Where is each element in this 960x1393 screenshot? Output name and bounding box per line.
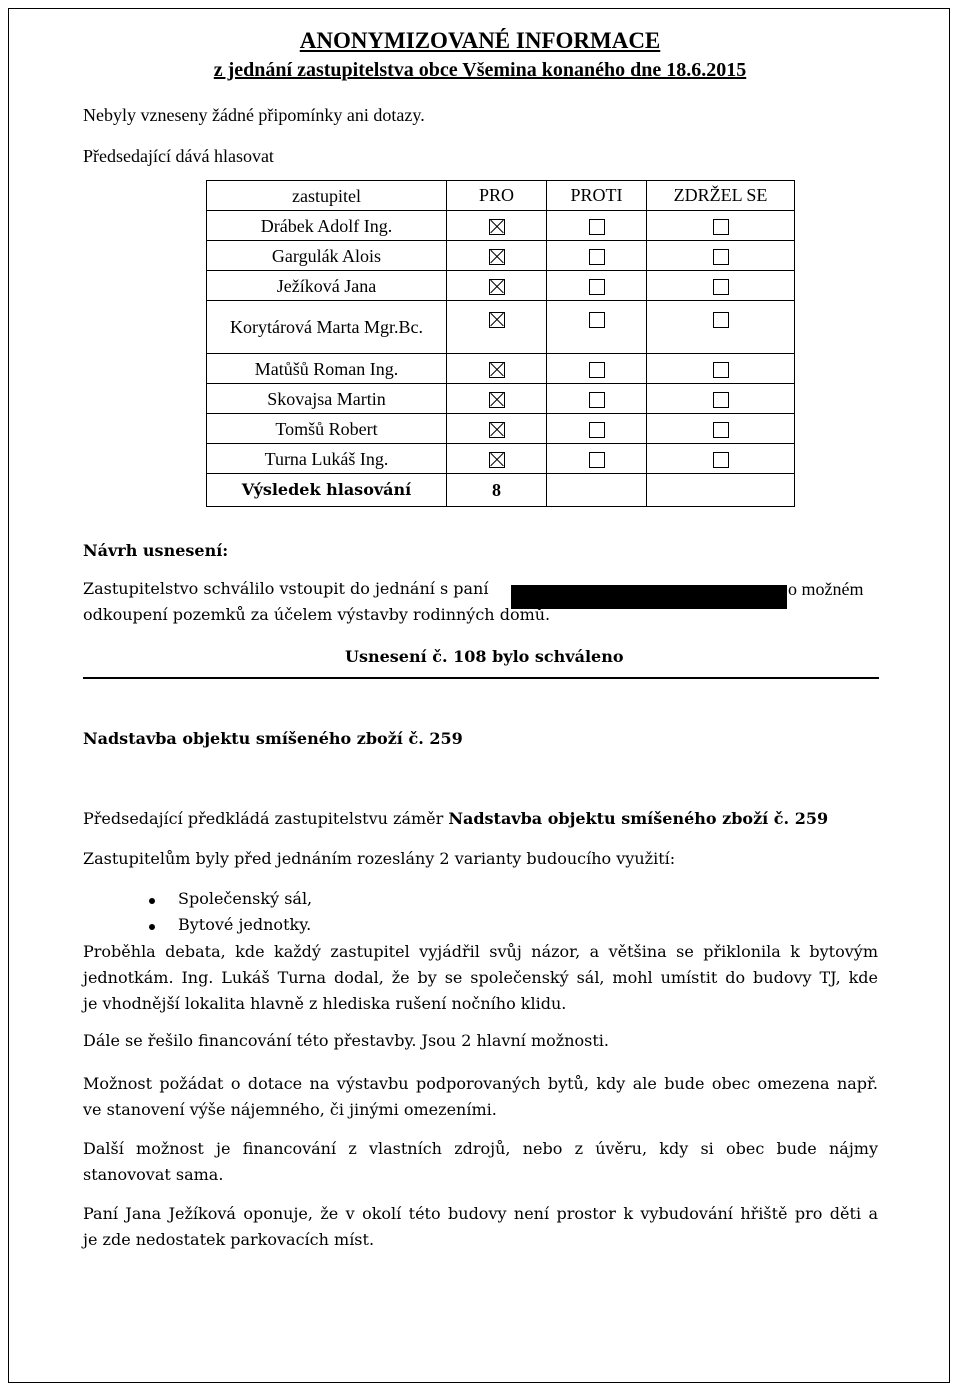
vote-row — [207, 241, 795, 271]
member-name: Tomšů Robert — [207, 414, 447, 444]
subsidy-paragraph: Možnost požádat o dotace na výstavbu podporovaných bytů, kdy ale bude obec omezena např. ve stanovení výše nájemného, či jinými omezeními. — [83, 1074, 878, 1119]
checked-checkbox[interactable] — [489, 392, 505, 408]
resolution-heading: Návrh usnesení: — [83, 541, 229, 560]
bullet-icon — [149, 898, 155, 904]
empty-checkbox[interactable] — [589, 312, 605, 328]
bullet-item: Bytové jednotky. — [178, 915, 312, 934]
empty-checkbox[interactable] — [713, 312, 729, 328]
header-zastupitel: zastupitel — [207, 181, 447, 211]
divider-line — [83, 677, 879, 679]
financing-text: Dále se řešilo financování této přestavby. Jsou 2 hlavní možnosti. — [83, 1031, 609, 1050]
vote-table-header — [207, 181, 795, 211]
empty-checkbox[interactable] — [713, 452, 729, 468]
resolution-result: Usnesení č. 108 bylo schváleno — [345, 647, 624, 666]
header-proti: PROTI — [547, 181, 647, 211]
result-label: Výsledek hlasování — [207, 474, 447, 507]
no-comments-text: Nebyly vzneseny žádné připomínky ani dotazy. — [83, 105, 425, 125]
empty-checkbox[interactable] — [589, 452, 605, 468]
member-name: Ježíková Jana — [207, 271, 447, 301]
member-name: Korytárová Marta Mgr.Bc. — [207, 301, 447, 354]
member-name: Skovajsa Martin — [207, 384, 447, 414]
proposal-title: Nadstavba objektu smíšeného zboží č. 259 — [448, 809, 829, 828]
checked-checkbox[interactable] — [489, 219, 505, 235]
resolution-text-line2: odkoupení pozemků za účelem výstavby rodinných domů. — [83, 605, 551, 624]
debate-paragraph: Proběhla debata, kde každý zastupitel vyjádřil svůj názor, a většina se přiklonila k bytovým jednotkám. Ing. Lukáš Turna dodal, že by se společenský sál, mohl umístit do budovy TJ, kde je vhodnější lokalita hlavně z hlediska rušení nočního klidu. — [83, 942, 878, 1013]
member-name: Gargulák Alois — [207, 241, 447, 271]
checked-checkbox[interactable] — [489, 249, 505, 265]
section-heading: Nadstavba objektu smíšeného zboží č. 259 — [83, 729, 463, 748]
empty-checkbox[interactable] — [713, 249, 729, 265]
document-title: ANONYMIZOVANÉ INFORMACE — [299, 28, 661, 53]
checked-checkbox[interactable] — [489, 422, 505, 438]
proposal-text — [83, 809, 828, 828]
vote-result-row — [207, 474, 795, 507]
proposal-prefix: Předsedající předkládá zastupitelstvu záměr — [83, 809, 449, 828]
resolution-text-part1: Zastupitelstvo schválilo vstoupit do jednání s paní — [83, 579, 489, 598]
vote-row — [207, 301, 795, 354]
loan-paragraph: Další možnost je financování z vlastních zdrojů, nebo z úvěru, kdy si obec bude nájmy stanovovat sama. — [83, 1139, 878, 1184]
empty-checkbox[interactable] — [589, 392, 605, 408]
empty-checkbox[interactable] — [589, 219, 605, 235]
checked-checkbox[interactable] — [489, 452, 505, 468]
result-value: 8 — [447, 474, 547, 507]
objection-paragraph: Paní Jana Ježíková oponuje, že v okolí této budovy není prostor k vybudování hřiště pro děti a je zde nedostatek parkovacích míst. — [83, 1204, 878, 1249]
document-page — [8, 8, 950, 1383]
checked-checkbox[interactable] — [489, 362, 505, 378]
vote-row — [207, 444, 795, 474]
variants-intro: Zastupitelům byly před jednáním rozeslány 2 varianty budoucího využití: — [83, 849, 676, 868]
checked-checkbox[interactable] — [489, 279, 505, 295]
vote-row — [207, 384, 795, 414]
empty-checkbox[interactable] — [589, 279, 605, 295]
bullet-icon — [149, 924, 155, 930]
member-name: Matůšů Roman Ing. — [207, 354, 447, 384]
bullet-item: Společenský sál, — [178, 889, 313, 908]
empty-checkbox[interactable] — [589, 249, 605, 265]
vote-row — [207, 354, 795, 384]
empty-checkbox[interactable] — [589, 422, 605, 438]
empty-checkbox[interactable] — [713, 422, 729, 438]
document-subtitle: z jednání zastupitelstva obce Všemina konaného dne 18.6.2015 — [213, 59, 747, 81]
vote-row — [207, 414, 795, 444]
empty-checkbox[interactable] — [713, 219, 729, 235]
empty-checkbox[interactable] — [589, 362, 605, 378]
vote-row — [207, 211, 795, 241]
header-zdrzel: ZDRŽEL SE — [647, 181, 795, 211]
checked-checkbox[interactable] — [489, 312, 505, 328]
resolution-text-part2: , o možném — [779, 579, 864, 599]
empty-checkbox[interactable] — [713, 362, 729, 378]
header-pro: PRO — [447, 181, 547, 211]
empty-checkbox[interactable] — [713, 392, 729, 408]
member-name: Turna Lukáš Ing. — [207, 444, 447, 474]
vote-row — [207, 271, 795, 301]
vote-call-text: Předsedající dává hlasovat — [83, 146, 274, 166]
empty-checkbox[interactable] — [713, 279, 729, 295]
member-name: Drábek Adolf Ing. — [207, 211, 447, 241]
vote-table — [206, 180, 795, 507]
redaction-block — [511, 585, 787, 609]
